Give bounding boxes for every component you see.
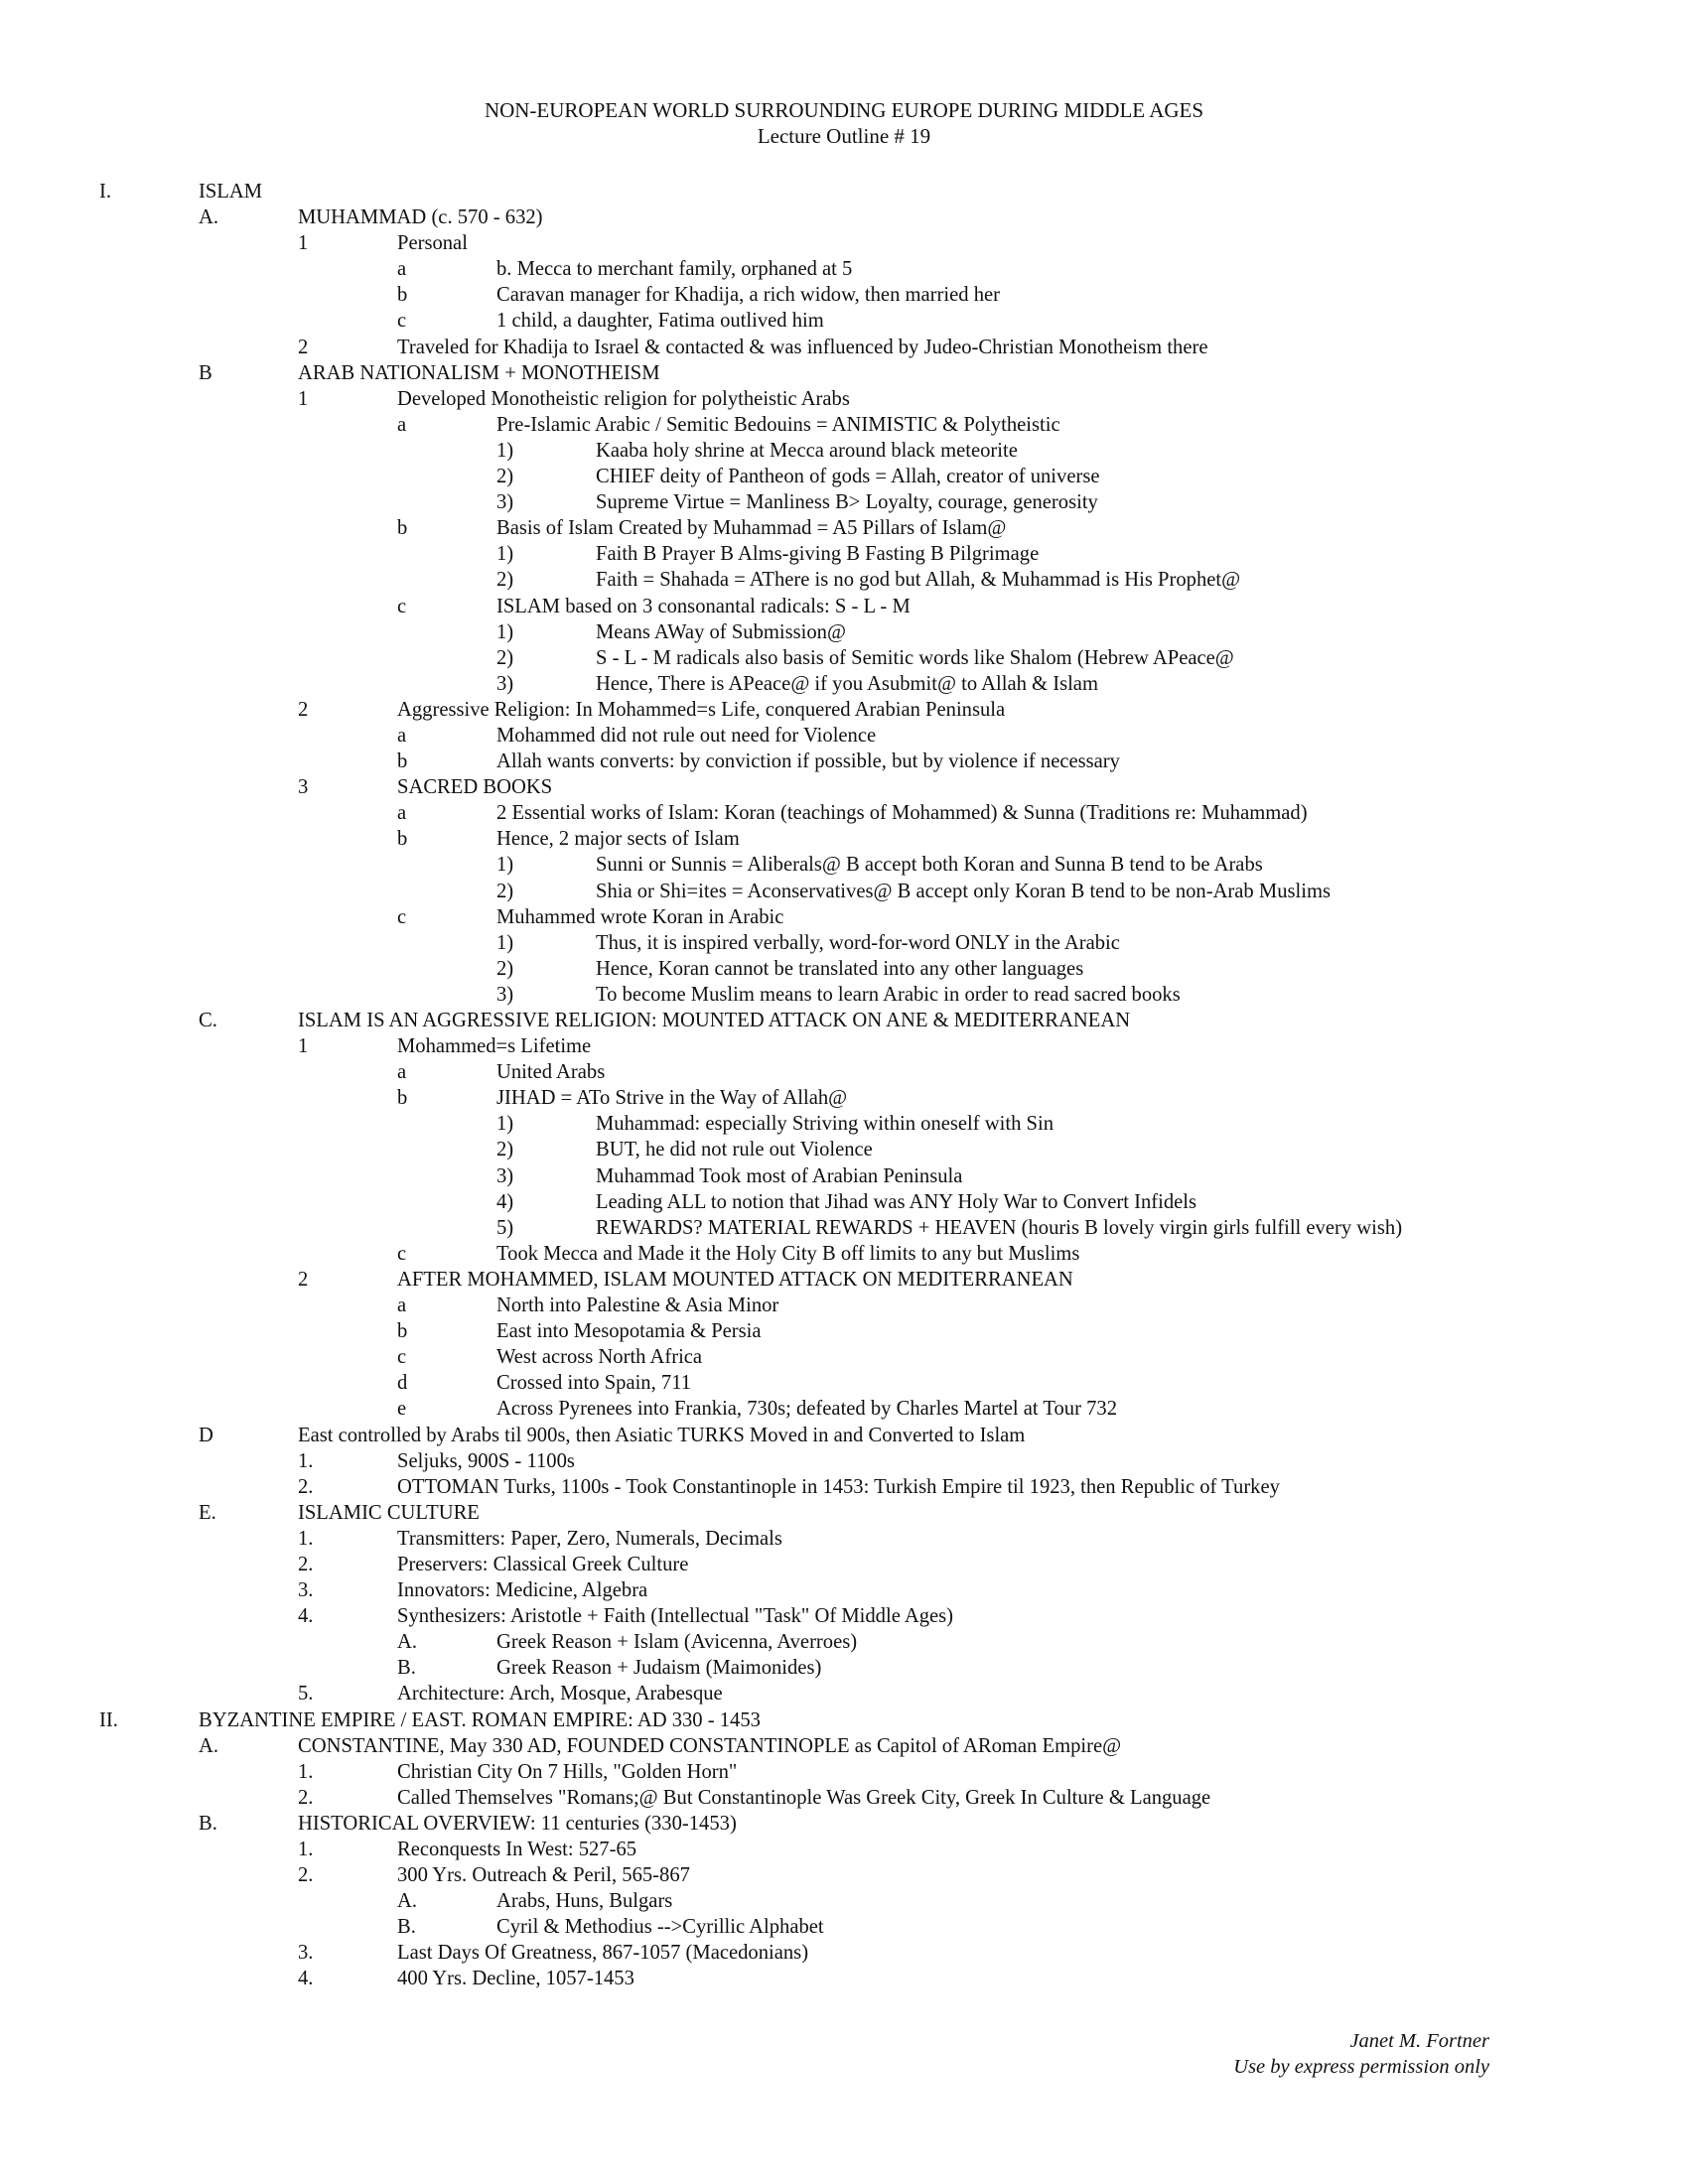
outline-marker: 3. [298, 1942, 314, 1965]
outline-item [0, 179, 1688, 205]
outline-item [0, 1603, 1688, 1629]
outline-item [0, 1059, 1688, 1085]
outline-text: MUHAMMAD (c. 570 - 632) [298, 206, 543, 229]
outline-item [0, 489, 1688, 515]
title-block [0, 97, 1688, 149]
outline-item [0, 230, 1688, 256]
outline-text: Shia or Shi=ites = Aconservatives@ B accept only Koran B tend to be non-Arab Muslims [596, 880, 1331, 902]
outline-item [0, 567, 1688, 593]
outline-item [0, 1370, 1688, 1396]
outline-text: East controlled by Arabs til 900s, then Asiatic TURKS Moved in and Converted to Islam [298, 1424, 1026, 1446]
outline-item [0, 1137, 1688, 1162]
outline-item [0, 1163, 1688, 1189]
outline-marker: C. [199, 1010, 217, 1031]
outline-item [0, 1681, 1688, 1706]
outline-marker: b [397, 1087, 408, 1110]
outline-text: Supreme Virtue = Manliness B> Loyalty, courage, generosity [596, 491, 1098, 514]
outline-text: BUT, he did not rule out Violence [596, 1139, 873, 1161]
outline-marker: 1 [298, 1035, 309, 1058]
outline-marker: A. [199, 206, 219, 229]
outline-text: ISLAM [199, 181, 263, 203]
outline-item [0, 1111, 1688, 1137]
outline-marker: 1) [496, 620, 514, 643]
outline-item [0, 1577, 1688, 1603]
outline-item [0, 1759, 1688, 1785]
outline-item [0, 956, 1688, 982]
outline-marker: 1) [496, 543, 514, 566]
outline-marker: a [397, 1295, 407, 1317]
outline-text: To become Muslim means to learn Arabic in order to read sacred books [596, 983, 1181, 1006]
outline-marker: 3) [496, 1164, 514, 1187]
outline-text: Called Themselves "Romans;@ But Constantinople Was Greek City, Greek In Culture & Language [397, 1786, 1211, 1809]
outline-text: Synthesizers: Aristotle + Faith (Intellectual "Task" Of Middle Ages) [397, 1605, 954, 1628]
outline-marker: 2. [298, 1786, 314, 1809]
outline-text: ISLAM based on 3 consonantal radicals: S - L - M [496, 595, 911, 617]
outline-item [0, 697, 1688, 723]
outline-marker: 2 [298, 1268, 309, 1291]
outline-marker: 2) [496, 466, 514, 488]
outline-text: Took Mecca and Made it the Holy City B off limits to any but Muslims [496, 1242, 1080, 1265]
outline-text: Innovators: Medicine, Algebra [397, 1579, 648, 1602]
outline-item [0, 1655, 1688, 1681]
outline-text: SACRED BOOKS [397, 776, 553, 799]
outline-item [0, 1344, 1688, 1370]
outline-item [0, 1707, 1688, 1733]
outline-item [0, 386, 1688, 412]
outline-text: ISLAMIC CULTURE [298, 1501, 480, 1524]
outline-text: East into Mesopotamia & Persia [496, 1320, 762, 1343]
outline-item [0, 645, 1688, 671]
outline-item [0, 308, 1688, 334]
outline-item [0, 256, 1688, 282]
footer-credit [1233, 2028, 1489, 2080]
outline-marker: 5) [496, 1216, 514, 1239]
outline-marker: a [397, 413, 407, 436]
outline-marker: B. [397, 1916, 416, 1939]
outline-item [0, 1888, 1688, 1914]
outline-marker: c [397, 310, 407, 333]
outline-text: S - L - M radicals also basis of Semitic words like Shalom (Hebrew APeace@ [596, 646, 1234, 669]
outline-text: ARAB NATIONALISM + MONOTHEISM [298, 361, 660, 384]
outline-item [0, 1008, 1688, 1033]
outline-item [0, 1448, 1688, 1474]
outline-item [0, 1318, 1688, 1344]
outline-marker: 1) [496, 439, 514, 462]
outline-text: Seljuks, 900S - 1100s [397, 1449, 575, 1472]
outline-text: United Arabs [496, 1061, 606, 1084]
outline-marker: 1. [298, 1760, 314, 1783]
outline-text: Crossed into Spain, 711 [496, 1372, 692, 1395]
outline-item [0, 1396, 1688, 1422]
outline-item [0, 1552, 1688, 1577]
outline-item [0, 800, 1688, 826]
outline-marker: 2 [298, 698, 309, 721]
outline-marker: 3. [298, 1579, 314, 1602]
outline-item [0, 1966, 1688, 1991]
outline-item [0, 879, 1688, 904]
outline-text: Muhammad: especially Striving within oneself with Sin [596, 1113, 1055, 1136]
outline-marker: a [397, 802, 407, 825]
outline-marker: d [397, 1372, 408, 1395]
outline-marker: 2. [298, 1553, 314, 1575]
outline-item [0, 335, 1688, 360]
outline-text: Arabs, Huns, Bulgars [496, 1890, 673, 1913]
outline-text: Caravan manager for Khadija, a rich widow, then married her [496, 284, 1000, 307]
outline-item [0, 852, 1688, 878]
outline-marker: b [397, 828, 408, 851]
outline-text: CONSTANTINE, May 330 AD, FOUNDED CONSTANTINOPLE as Capitol of ARoman Empire@ [298, 1734, 1122, 1757]
outline-text: Hence, 2 major sects of Islam [496, 828, 740, 851]
outline-text: Across Pyrenees into Frankia, 730s; defeated by Charles Martel at Tour 732 [496, 1398, 1117, 1421]
outline-marker: b [397, 517, 408, 540]
outline-marker: a [397, 258, 407, 281]
outline-text: 300 Yrs. Outreach & Peril, 565-867 [397, 1864, 690, 1887]
outline-marker: e [397, 1398, 407, 1421]
outline-item [0, 1241, 1688, 1267]
outline-marker: 1) [496, 931, 514, 954]
page-title: NON-EUROPEAN WORLD SURROUNDING EUROPE DURING MIDDLE AGES [484, 98, 1204, 122]
outline-marker: 1 [298, 387, 309, 410]
outline-item [0, 1837, 1688, 1862]
permission-note: Use by express permission only [1233, 2056, 1489, 2078]
outline-text: Personal [397, 232, 468, 255]
outline-marker: a [397, 1061, 407, 1084]
outline-marker: I. [99, 181, 112, 203]
outline-text: Greek Reason + Judaism (Maimonides) [496, 1657, 822, 1680]
outline-marker: 3 [298, 776, 309, 799]
outline-text: b. Mecca to merchant family, orphaned at 5 [496, 258, 853, 281]
outline-text: Mohammed did not rule out need for Violence [496, 724, 877, 747]
outline-item [0, 438, 1688, 464]
outline-text: Muhammed wrote Koran in Arabic [496, 905, 784, 928]
outline-marker: a [397, 724, 407, 747]
outline-text: Aggressive Religion: In Mohammed=s Life, conquered Arabian Peninsula [397, 698, 1006, 721]
outline-item [0, 515, 1688, 541]
outline-item [0, 1500, 1688, 1526]
outline-text: Traveled for Khadija to Israel & contacted & was influenced by Judeo-Christian Monotheism there [397, 336, 1208, 358]
outline-text: CHIEF deity of Pantheon of gods = Allah, creator of universe [596, 466, 1100, 488]
outline-marker: c [397, 1346, 407, 1369]
outline-item [0, 1267, 1688, 1293]
lecture-outline [0, 179, 1688, 1992]
outline-text: West across North Africa [496, 1346, 703, 1369]
outline-item [0, 1474, 1688, 1500]
outline-text: AFTER MOHAMMED, ISLAM MOUNTED ATTACK ON MEDITERRANEAN [397, 1268, 1073, 1291]
outline-text: Pre-Islamic Arabic / Semitic Bedouins = ANIMISTIC & Polytheistic [496, 413, 1060, 436]
outline-text: REWARDS? MATERIAL REWARDS + HEAVEN (houris B lovely virgin girls fulfill every wish) [596, 1216, 1403, 1239]
outline-text: Developed Monotheistic religion for polytheistic Arabs [397, 387, 850, 410]
outline-item [0, 1785, 1688, 1811]
outline-item [0, 1189, 1688, 1215]
outline-text: Basis of Islam Created by Muhammad = A5 Pillars of Islam@ [496, 517, 1007, 540]
outline-item [0, 1940, 1688, 1966]
outline-item [0, 1526, 1688, 1552]
outline-marker: 2) [496, 1139, 514, 1161]
outline-text: 400 Yrs. Decline, 1057-1453 [397, 1968, 634, 1990]
outline-marker: 1. [298, 1449, 314, 1472]
outline-item [0, 774, 1688, 800]
outline-marker: 4) [496, 1190, 514, 1213]
outline-item [0, 464, 1688, 489]
outline-item [0, 1811, 1688, 1837]
outline-text: Greek Reason + Islam (Avicenna, Averroes) [496, 1631, 858, 1654]
page-subtitle: Lecture Outline # 19 [757, 124, 931, 148]
outline-marker: 4. [298, 1968, 314, 1990]
outline-text: Hence, Koran cannot be translated into any other languages [596, 957, 1084, 980]
outline-marker: 2) [496, 957, 514, 980]
outline-item [0, 930, 1688, 956]
outline-marker: II. [99, 1708, 118, 1731]
outline-marker: B. [397, 1657, 416, 1680]
outline-item [0, 619, 1688, 645]
outline-text: Reconquests In West: 527-65 [397, 1839, 637, 1860]
outline-marker: A. [199, 1734, 219, 1757]
outline-item [0, 282, 1688, 308]
outline-item [0, 826, 1688, 852]
outline-text: Thus, it is inspired verbally, word-for-word ONLY in the Arabic [596, 931, 1120, 954]
outline-text: Faith = Shahada = AThere is no god but Allah, & Muhammad is His Prophet@ [596, 569, 1241, 592]
outline-marker: c [397, 905, 407, 928]
outline-item [0, 982, 1688, 1008]
outline-text: Kaaba holy shrine at Mecca around black meteorite [596, 439, 1018, 462]
outline-marker: 2. [298, 1864, 314, 1887]
outline-text: Mohammed=s Lifetime [397, 1035, 592, 1058]
outline-text: OTTOMAN Turks, 1100s - Took Constantinople in 1453: Turkish Empire til 1923, then Republic of Turkey [397, 1475, 1280, 1498]
outline-marker: 2) [496, 569, 514, 592]
outline-marker: 1. [298, 1839, 314, 1860]
outline-text: Allah wants converts: by conviction if possible, but by violence if necessary [496, 751, 1120, 773]
outline-item [0, 594, 1688, 619]
outline-marker: A. [397, 1631, 418, 1654]
outline-item [0, 1733, 1688, 1759]
outline-marker: 2) [496, 646, 514, 669]
outline-marker: 5. [298, 1683, 314, 1706]
outline-text: ISLAM IS AN AGGRESSIVE RELIGION: MOUNTED ATTACK ON ANE & MEDITERRANEAN [298, 1010, 1131, 1031]
outline-marker: 2. [298, 1475, 314, 1498]
outline-item [0, 412, 1688, 438]
outline-text: North into Palestine & Asia Minor [496, 1295, 779, 1317]
outline-marker: D [199, 1424, 213, 1446]
outline-text: Means AWay of Submission@ [596, 620, 846, 643]
outline-text: Sunni or Sunnis = Aliberals@ B accept both Koran and Sunna B tend to be Arabs [596, 854, 1263, 877]
outline-marker: 1) [496, 1113, 514, 1136]
outline-marker: 3) [496, 491, 514, 514]
outline-marker: b [397, 1320, 408, 1343]
outline-item [0, 749, 1688, 774]
outline-marker: b [397, 284, 408, 307]
outline-marker: 2) [496, 880, 514, 902]
outline-marker: 1) [496, 854, 514, 877]
outline-item [0, 541, 1688, 567]
outline-marker: 3) [496, 983, 514, 1006]
outline-marker: B. [199, 1812, 217, 1835]
outline-text: BYZANTINE EMPIRE / EAST. ROMAN EMPIRE: AD 330 - 1453 [199, 1708, 761, 1731]
author-name: Janet M. Fortner [1349, 2030, 1489, 2052]
outline-item [0, 1862, 1688, 1888]
outline-item [0, 723, 1688, 749]
outline-marker: c [397, 1242, 407, 1265]
outline-text: Christian City On 7 Hills, "Golden Horn" [397, 1760, 738, 1783]
outline-item [0, 1629, 1688, 1655]
outline-text: Last Days Of Greatness, 867-1057 (Macedonians) [397, 1942, 809, 1965]
outline-text: HISTORICAL OVERVIEW: 11 centuries (330-1453) [298, 1812, 737, 1835]
outline-item [0, 1914, 1688, 1940]
outline-text: Faith B Prayer B Alms-giving B Fasting B Pilgrimage [596, 543, 1040, 566]
outline-text: Cyril & Methodius -->Cyrillic Alphabet [496, 1916, 824, 1939]
outline-item [0, 904, 1688, 930]
outline-marker: A. [397, 1890, 418, 1913]
outline-text: Preservers: Classical Greek Culture [397, 1553, 689, 1575]
outline-marker: B [199, 361, 212, 384]
outline-item [0, 1033, 1688, 1059]
outline-marker: 2 [298, 336, 309, 358]
outline-text: Hence, There is APeace@ if you Asubmit@ to Allah & Islam [596, 672, 1098, 695]
outline-text: 2 Essential works of Islam: Koran (teachings of Mohammed) & Sunna (Traditions re: Muhammad) [496, 802, 1308, 825]
outline-marker: c [397, 595, 407, 617]
outline-marker: b [397, 751, 408, 773]
outline-item [0, 671, 1688, 697]
outline-item [0, 205, 1688, 230]
outline-item [0, 1423, 1688, 1448]
outline-text: 1 child, a daughter, Fatima outlived him [496, 310, 824, 333]
outline-item [0, 1293, 1688, 1318]
outline-text: Muhammad Took most of Arabian Peninsula [596, 1164, 963, 1187]
outline-text: Transmitters: Paper, Zero, Numerals, Decimals [397, 1527, 782, 1550]
outline-marker: 4. [298, 1605, 314, 1628]
outline-text: Leading ALL to notion that Jihad was ANY Holy War to Convert Infidels [596, 1190, 1196, 1213]
outline-marker: E. [199, 1501, 216, 1524]
outline-item [0, 1215, 1688, 1241]
outline-text: JIHAD = ATo Strive in the Way of Allah@ [496, 1087, 848, 1110]
outline-item [0, 360, 1688, 386]
outline-item [0, 1085, 1688, 1111]
outline-text: Architecture: Arch, Mosque, Arabesque [397, 1683, 723, 1706]
outline-marker: 1 [298, 232, 309, 255]
outline-marker: 1. [298, 1527, 314, 1550]
outline-marker: 3) [496, 672, 514, 695]
